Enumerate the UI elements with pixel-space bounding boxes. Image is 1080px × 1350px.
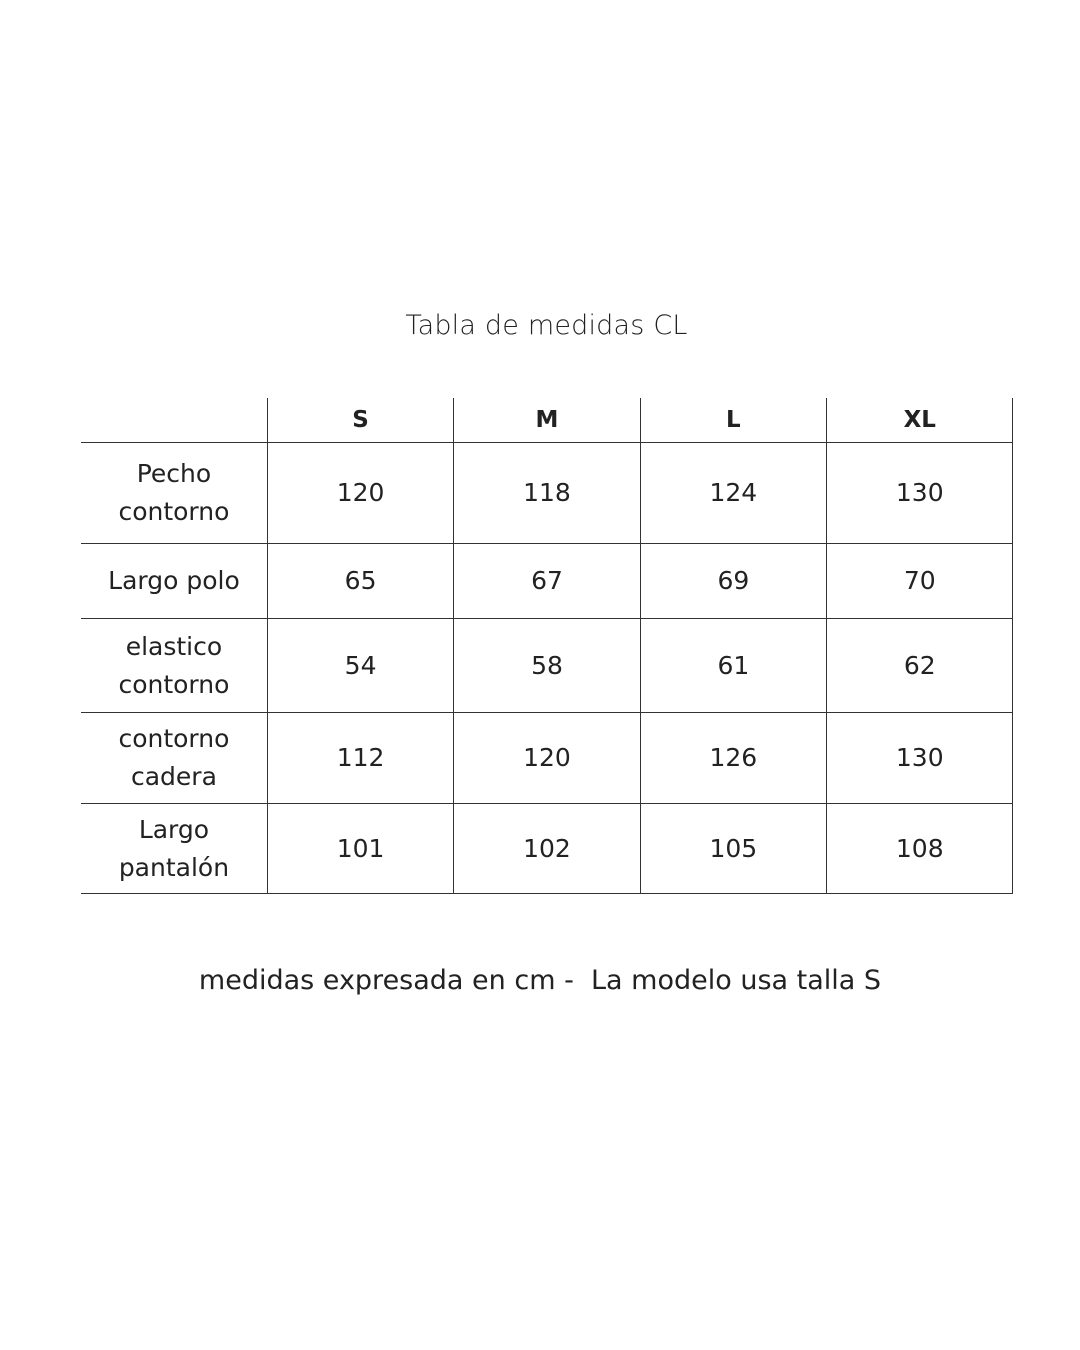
table-cell: 105 xyxy=(640,804,826,894)
table-cell: 130 xyxy=(827,713,1013,804)
table-cell: 69 xyxy=(640,544,826,619)
row-label-line: pantalón xyxy=(118,852,230,882)
table-cell: 102 xyxy=(454,804,640,894)
table-row xyxy=(81,443,1013,544)
table-row xyxy=(81,619,1013,713)
row-label-line: cadera xyxy=(130,762,217,791)
table-cell: 124 xyxy=(640,443,826,544)
row-label-largo-polo xyxy=(81,544,267,619)
row-label-line: Largo polo xyxy=(108,566,240,595)
row-label-pecho-contorno xyxy=(81,443,267,544)
row-label-largo-pantalon xyxy=(81,804,267,894)
table-cell: 58 xyxy=(454,619,640,713)
table-cell: 108 xyxy=(827,804,1013,894)
table-cell: 120 xyxy=(267,443,453,544)
row-label-line: Pecho xyxy=(136,459,212,488)
table-cell: 61 xyxy=(640,619,826,713)
column-header-s: S xyxy=(267,398,453,443)
size-chart-table xyxy=(81,398,1013,894)
row-label-line: Largo xyxy=(138,814,210,844)
table-header-row xyxy=(81,398,1013,443)
row-label-contorno-cadera xyxy=(81,713,267,804)
header-empty-cell xyxy=(81,398,267,443)
column-header-m: M xyxy=(454,398,640,443)
table-row xyxy=(81,713,1013,804)
table-cell: 130 xyxy=(827,443,1013,544)
table-cell: 101 xyxy=(267,804,453,894)
page-title: Tabla de medidas CL xyxy=(405,310,688,341)
table-cell: 120 xyxy=(454,713,640,804)
table-cell: 70 xyxy=(827,544,1013,619)
table-row xyxy=(81,544,1013,619)
row-label-line: contorno xyxy=(118,669,230,699)
table-cell: 67 xyxy=(454,544,640,619)
column-header-xl: XL xyxy=(827,398,1013,443)
table-row xyxy=(81,804,1013,894)
table-cell: 62 xyxy=(827,619,1013,713)
column-header-l: L xyxy=(640,398,826,443)
table-cell: 118 xyxy=(454,443,640,544)
table-cell: 54 xyxy=(267,619,453,713)
measurement-note: medidas expresada en cm - La modelo usa talla S xyxy=(198,965,882,996)
row-label-line: contorno xyxy=(118,724,230,753)
table-cell: 126 xyxy=(640,713,826,804)
row-label-line: contorno xyxy=(118,497,230,526)
row-label-elastico-contorno xyxy=(81,619,267,713)
table-cell: 65 xyxy=(267,544,453,619)
table-cell: 112 xyxy=(267,713,453,804)
row-label-line: elastico xyxy=(125,631,223,661)
